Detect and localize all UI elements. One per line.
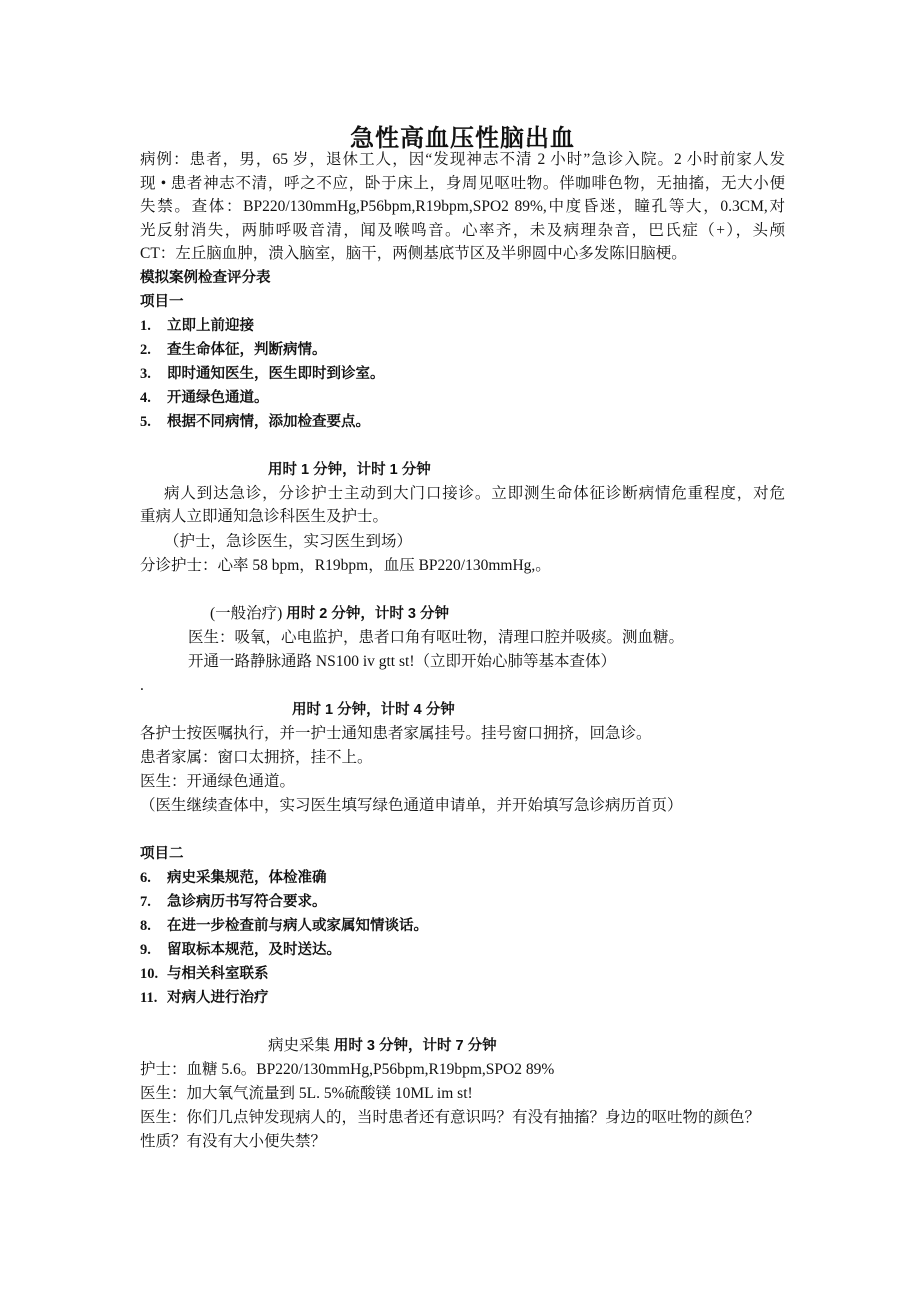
stage1-line: （护士，急诊医生，实习医生到场）	[164, 533, 413, 550]
project1-label: 项目一	[140, 294, 184, 310]
checklist-item	[140, 916, 428, 936]
checklist-item	[140, 316, 254, 336]
stage3-line: 患者家属：窗口太拥挤，挂不上。	[140, 749, 373, 766]
stage3-line: （医生继续查体中，实习医生填写绿色通道申请单，并开始填写急诊病历首页）	[140, 797, 683, 814]
stage1-line: 重病人立即通知急诊科医生及护士。	[140, 508, 389, 525]
item-number: 7.	[140, 894, 151, 910]
item-text: 根据不同病情，添加检查要点。	[167, 414, 370, 430]
stage1-line: 病人到达急诊，分诊护士主动到大门口接诊。立即测生命体征诊断病情危重程度，对危	[164, 485, 785, 502]
item-text: 病史采集规范，体检准确	[167, 870, 327, 886]
checklist-item	[140, 388, 269, 408]
form-title: 模拟案例检查评分表	[140, 270, 271, 286]
item-text: 与相关科室联系	[167, 966, 269, 982]
checklist-item	[140, 964, 269, 984]
item-text: 查生命体征，判断病情。	[167, 342, 327, 358]
item-number: 9.	[140, 942, 151, 958]
checklist-item	[140, 988, 269, 1008]
stage3-line: 医生：开通绿色通道。	[140, 773, 296, 790]
item-number: 2.	[140, 342, 151, 358]
checklist-item	[140, 412, 370, 432]
stage4-line: 性质？有没有大小便失禁？	[140, 1133, 327, 1150]
stage2-timer: 用时 2 分钟，计时 3 分钟	[286, 606, 449, 622]
item-number: 8.	[140, 918, 151, 934]
item-number: 5.	[140, 414, 151, 430]
checklist-item	[140, 364, 385, 384]
case-line: 光反射消失，两肺呼吸音清，闻及喉鸣音。心率齐，未及病理杂音，巴氏症（+），头颅	[140, 222, 785, 239]
project2-label: 项目二	[140, 846, 184, 862]
item-text: 急诊病历书写符合要求。	[167, 894, 327, 910]
item-text: 在进一步检查前与病人或家属知情谈话。	[167, 918, 428, 934]
case-line: CT：左丘脑血肿，溃入脑室，脑干，两侧基底节区及半卵圆中心多发陈旧脑梗。	[140, 245, 687, 262]
stage4-heading	[268, 1036, 497, 1056]
checklist-item	[140, 340, 327, 360]
stage4-line: 医生：你们几点钟发现病人的，当时患者还有意识吗？有没有抽搐？身边的呕吐物的颜色？	[140, 1109, 761, 1126]
stage1-line: 分诊护士：心率 58 bpm，R19bpm，血压 BP220/130mmHg,。	[140, 557, 551, 574]
stage3-line: 各护士按医嘱执行，并一护士通知患者家属挂号。挂号窗口拥挤，回急诊。	[140, 725, 652, 742]
stage1-timer: 用时 1 分钟，计时 1 分钟	[268, 462, 431, 478]
stage2-prefix: (一般治疗)	[210, 605, 287, 622]
item-number: 1.	[140, 318, 151, 334]
item-text: 留取标本规范，及时送达。	[167, 942, 341, 958]
case-line: 病例：患者，男，65 岁，退休工人，因“发现神志不清 2 小时”急诊入院。2 小时前家人发	[140, 151, 785, 168]
item-text: 立即上前迎接	[167, 318, 254, 334]
stage2-line: 开通一路静脉通路 NS100 iv gtt st!（立即开始心肺等基本查体）	[188, 653, 616, 670]
stray-mark: .	[140, 677, 144, 694]
item-text: 即时通知医生，医生即时到诊室。	[167, 366, 385, 382]
checklist-item	[140, 892, 327, 912]
item-number: 3.	[140, 366, 151, 382]
stage2-heading	[210, 604, 449, 624]
case-line: 现 • 患者神志不清，呼之不应，卧于床上，身周见呕吐物。伴咖啡色物，无抽搐，无大小便	[140, 175, 785, 192]
item-text: 开通绿色通道。	[167, 390, 269, 406]
item-number: 10.	[140, 966, 159, 982]
stage4-line: 护士：血糖 5.6。BP220/130mmHg,P56bpm,R19bpm,SPO2 89%	[140, 1061, 555, 1078]
item-number: 11.	[140, 990, 158, 1006]
stage4-line: 医生：加大氧气流量到 5L. 5%硫酸镁 10ML im st!	[140, 1085, 473, 1102]
item-number: 4.	[140, 390, 151, 406]
case-line: 失禁。查体：BP220/130mmHg,P56bpm,R19bpm,SPO2 89%,中度昏迷，瞳孔等大，0.3CM,对	[140, 198, 785, 215]
stage3-timer: 用时 1 分钟，计时 4 分钟	[292, 702, 455, 718]
item-text: 对病人进行治疗	[167, 990, 269, 1006]
document-title: 急性高血压性脑出血	[350, 125, 575, 152]
checklist-item	[140, 868, 327, 888]
item-number: 6.	[140, 870, 151, 886]
stage4-timer: 用时 3 分钟，计时 7 分钟	[333, 1038, 497, 1054]
stage2-line: 医生：吸氧，心电监护，患者口角有呕吐物，清理口腔并吸痰。测血糖。	[188, 629, 685, 646]
stage4-prefix: 病史采集	[268, 1037, 334, 1054]
checklist-item	[140, 940, 341, 960]
